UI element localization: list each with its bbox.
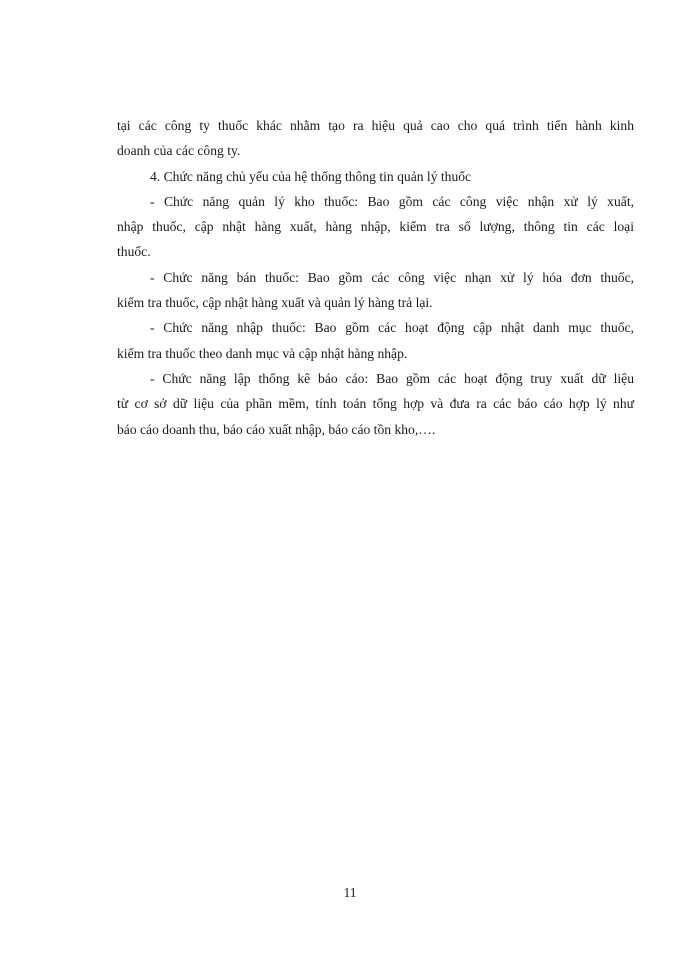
text-line: doanh của các công ty.: [117, 143, 241, 159]
body-text: [117, 113, 634, 442]
text-line: báo cáo doanh thu, báo cáo xuất nhập, báo cáo tồn kho,….: [117, 421, 436, 437]
text-line: kiểm tra thuốc theo danh mục và cập nhật hàng nhập.: [117, 345, 408, 361]
text-line: thuốc.: [117, 244, 151, 260]
text-line: - Chức năng bán thuốc: Bao gồm các công việc nhạn xử lý hóa đơn thuốc,: [150, 269, 634, 285]
page-number: 11: [343, 885, 357, 900]
text-line: - Chức năng nhập thuốc: Bao gồm các hoạt động cập nhật danh mục thuốc,: [150, 320, 634, 336]
text-line: nhập thuốc, cập nhật hàng xuất, hàng nhập, kiểm tra số lượng, thông tin các loại: [117, 219, 634, 235]
text-line: - Chức năng quản lý kho thuốc: Bao gồm các công việc nhận xử lý xuất,: [150, 193, 634, 209]
text-line: kiểm tra thuốc, cập nhật hàng xuất và quản lý hàng trả lại.: [117, 295, 433, 311]
text-line: tại các công ty thuốc khác nhằm tạo ra hiệu quả cao cho quá trình tiến hành kinh: [117, 118, 634, 133]
text-line: từ cơ sở dữ liệu của phần mềm, tính toán tổng hợp và đưa ra các báo cáo hợp lý như: [117, 396, 634, 412]
section-heading: 4. Chức năng chủ yếu của hệ thống thông tin quản lý thuốc: [150, 168, 472, 184]
text-line: - Chức năng lập thống kê báo cáo: Bao gồm các hoạt động truy xuất dữ liệu: [150, 370, 634, 386]
